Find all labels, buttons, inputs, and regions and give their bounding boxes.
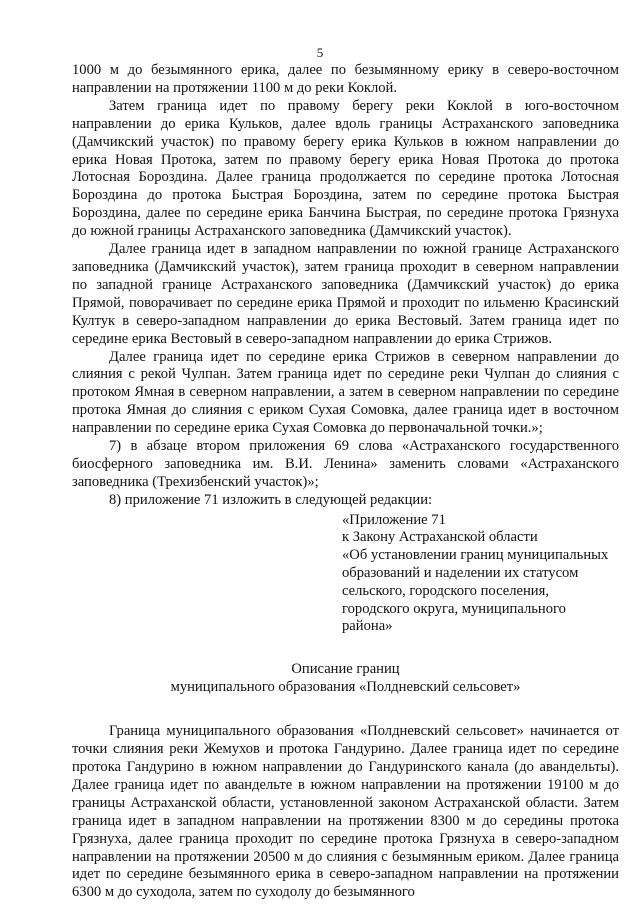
heading-line-2: муниципального образования «Полдневский сельсовет» — [170, 679, 521, 696]
paragraph-koklo: Затем граница идет по правому берегу реки Коклой в юго-восточном направлении до ерика Кульков, далее вдоль границы Астраханского заповедника (Дамчикский участок) по правому берегу ерика Кульков в южном направлении до ерика Новая Протока, затем по правому берегу ерика Новая Протока до протока Лотосная Бороздина. Далее граница продолжается по середине протока Лотосная Бороздина до протока Быстрая Бороздина, затем по середине протока Быстрая Бороздина, далее по середине ерика Банчина Быстрая, по середине протока Грязнуха до южной границы Астраханского заповедника (Дамчикский участок). — [72, 97, 619, 240]
page-number: 5 — [316, 45, 324, 60]
appendix-law-title: «Об установлении границ муниципальных образований и наделении их статусом сельского, городского поселения, городского округа, муниципального района» — [342, 547, 609, 635]
paragraph-item-8: 8) приложение 71 изложить в следующей редакции: — [109, 491, 433, 508]
paragraph-continuation: 1000 м до безымянного ерика, далее по безымянному ерику в северо-восточном направлении на протяжении 1100 м до реки Коклой. — [72, 62, 619, 96]
paragraph-boundary-description: Граница муниципального образования «Полдневский сельсовет» начинается от точки слияния реки Жемухов и протока Гандурино. Далее граница идет по середине протока Гандурино в южном направлении до Гандуринского канала (до авандельты). Далее граница идет по авандельте в южном направлении на протяжении 19100 м до границы Астраханской области, установленной законом Астраханской области. Затем граница идет в западном направлении на протяжении 8300 м до середины протока Грязнуха, далее граница проходит по середине протока Грязнуха в северо-западном направлении на протяжении 20500 м до слияния с безымянным ериком. Далее граница идет по середине безымянного ерика в северо-западном направлении на протяжении 6300 м до суходола, затем по суходолу до безымянного — [72, 723, 619, 901]
paragraph-western-direction: Далее граница идет в западном направлении по южной границе Астраханского заповедника (Дамчикский участок), затем граница проходит в северном направлении по западной границе Астраханского заповедника (Дамчикский участок) до ерика Прямой, поворачивает по середине ерика Прямой и проходит по ильменю Красинский Култук в северо-западном направлении до ерика Вестовый. Затем граница идет по середине ерика Вестовый в северо-западном направлении до ерика Стрижов. — [72, 241, 619, 347]
paragraph-strizhov: Далее граница идет по середине ерика Стрижов в северном направлении до слияния с рекой Чулпан. Затем граница идет по середине реки Чулпан до слияния с протоком Ямная в северном направлении, а затем в северном направлении по середине протока Ямная до слияния с ериком Сухая Сомовка, далее граница идет в восточном направлении по середине ерика Сухая Сомовка до первоначальной точки.»; — [72, 348, 619, 437]
paragraph-item-7: 7) в абзаце втором приложения 69 слова «Астраханского государственного биосферного заповедника им. В.И. Ленина» заменить словами «Астраханского заповедника (Трехизбенский участок)»; — [72, 438, 619, 490]
appendix-number: «Приложение 71 — [342, 511, 446, 528]
appendix-header — [342, 512, 619, 637]
section-heading — [72, 660, 619, 696]
appendix-law-ref: к Закону Астраханской области — [342, 529, 538, 546]
spacer — [72, 696, 619, 723]
heading-line-1: Описание границ — [291, 661, 400, 678]
document-body — [72, 62, 619, 902]
